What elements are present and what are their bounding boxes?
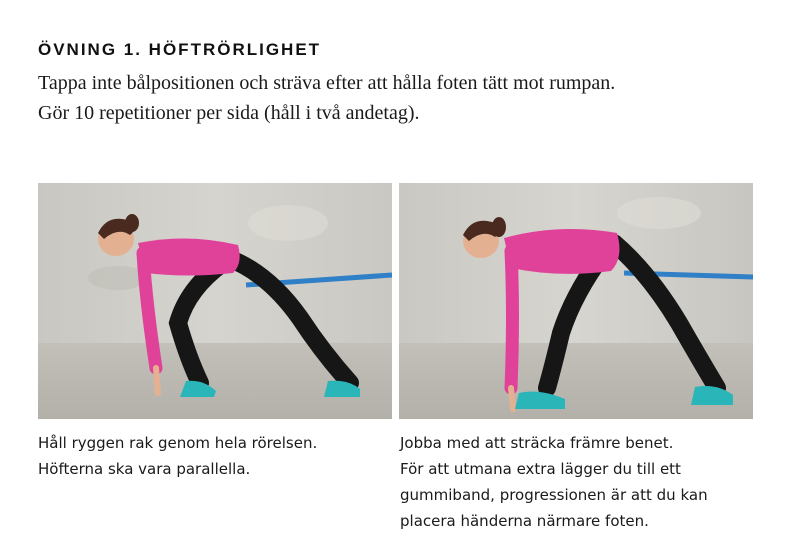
caption-right-line-3: gummiband, progressionen är att du kan xyxy=(400,486,708,504)
intro-text xyxy=(38,68,768,128)
caption-left xyxy=(38,430,392,482)
exercise-photo-right xyxy=(399,183,753,419)
exercise-heading: ÖVNING 1. HÖFTRÖRLIGHET xyxy=(38,40,322,59)
exercise-photo-left xyxy=(38,183,392,419)
exercise-photo-right-illustration xyxy=(399,183,753,419)
intro-line-1: Tappa inte bålpositionen och sträva efter att hålla foten tätt mot rumpan. xyxy=(38,72,616,94)
caption-right-line-2: För att utmana extra lägger du till ett xyxy=(400,460,681,478)
caption-right-line-1: Jobba med att sträcka främre benet. xyxy=(400,434,674,452)
caption-right-line-4: placera händerna närmare foten. xyxy=(400,512,649,530)
intro-line-2: Gör 10 repetitioner per sida (håll i två andetag). xyxy=(38,102,420,124)
caption-left-line-1: Håll ryggen rak genom hela rörelsen. xyxy=(38,434,318,452)
caption-right xyxy=(400,430,760,534)
caption-left-line-2: Höfterna ska vara parallella. xyxy=(38,460,251,478)
exercise-photo-left-illustration xyxy=(38,183,392,419)
